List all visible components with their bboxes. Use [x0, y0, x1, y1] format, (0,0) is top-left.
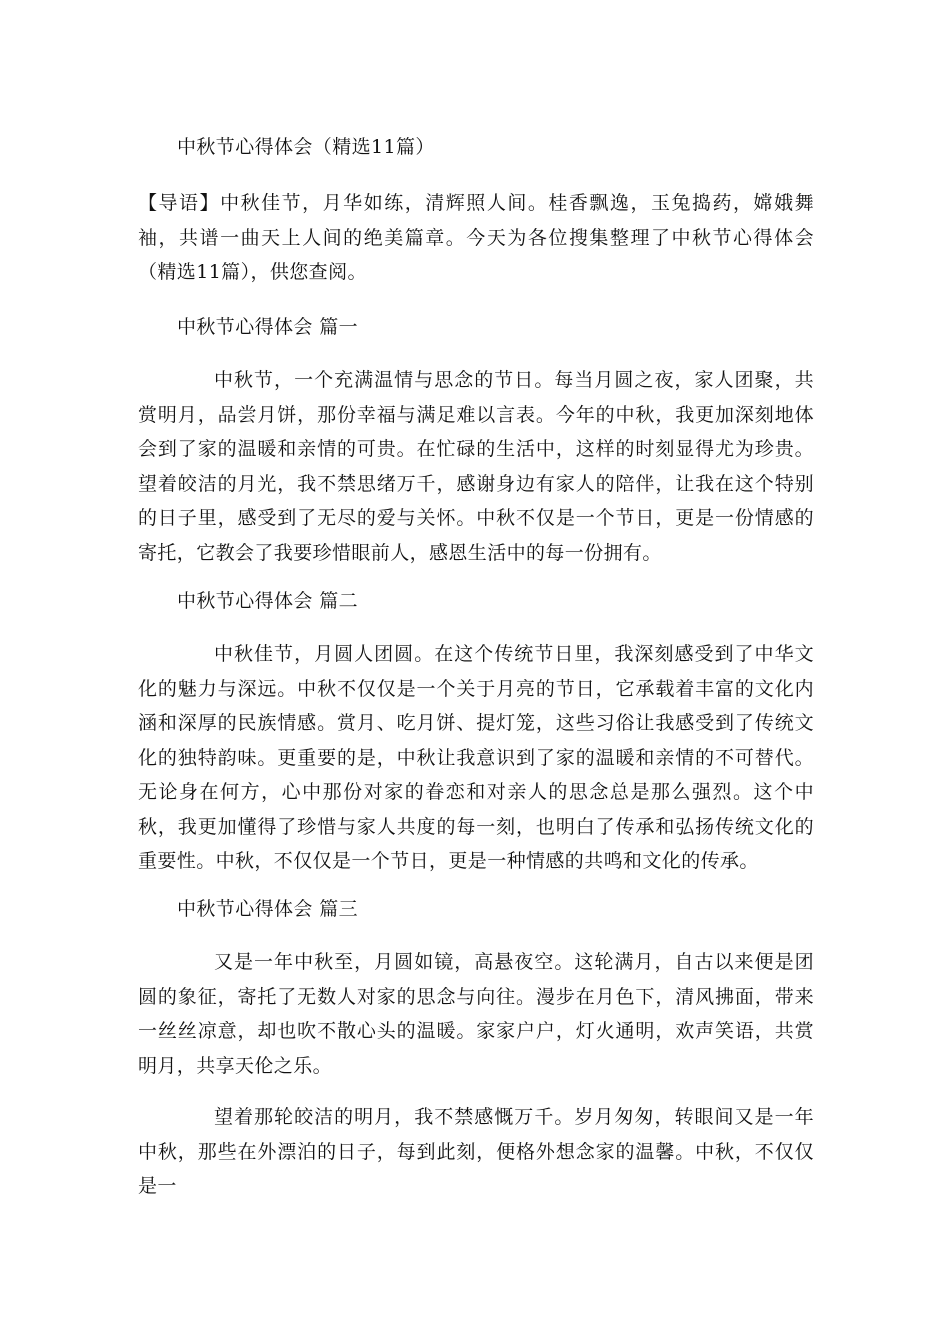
section-2-paragraph-1: 中秋佳节，月圆人团圆。在这个传统节日里，我深刻感受到了中华文化的魅力与深远。中秋不仅仅是一个关于月亮的节日，它承载着丰富的文化内涵和深厚的民族情感。赏月、吃月饼、提灯笼，这些习俗让我感受到了传统文化的独特韵味。更重要的是，中秋让我意识到了家的温暖和亲情的不可替代。无论身在何方，心中那份对家的眷恋和对亲人的思念总是那么强烈。这个中秋，我更加懂得了珍惜与家人共度的每一刻，也明白了传承和弘扬传统文化的重要性。中秋，不仅仅是一个节日，更是一种情感的共鸣和文化的传承。: [138, 643, 814, 872]
section-heading-1: 中秋节心得体会 篇一: [177, 316, 359, 338]
section-heading-3: 中秋节心得体会 篇三: [177, 898, 359, 920]
section-heading-2: 中秋节心得体会 篇二: [177, 590, 359, 612]
document-title: 中秋节心得体会（精选11篇）: [177, 136, 435, 158]
intro-paragraph: 【导语】中秋佳节，月华如练，清辉照人间。桂香飘逸，玉兔捣药，嫦娥舞袖，共谱一曲天上人间的绝美篇章。今天为各位搜集整理了中秋节心得体会（精选11篇），供您查阅。: [138, 192, 814, 283]
section-3-paragraph-2: 望着那轮皎洁的明月，我不禁感慨万千。岁月匆匆，转眼间又是一年中秋，那些在外漂泊的日子，每到此刻，便格外想念家的温馨。中秋，不仅仅是一: [138, 1106, 814, 1197]
section-3-paragraph-1: 又是一年中秋至，月圆如镜，高悬夜空。这轮满月，自古以来便是团圆的象征，寄托了无数人对家的思念与向往。漫步在月色下，清风拂面，带来一丝丝凉意，却也吹不散心头的温暖。家家户户，灯火通明，欢声笑语，共赏明月，共享天伦之乐。: [138, 951, 814, 1077]
section-1-paragraph-1: 中秋节，一个充满温情与思念的节日。每当月圆之夜，家人团聚，共赏明月，品尝月饼，那份幸福与满足难以言表。今年的中秋，我更加深刻地体会到了家的温暖和亲情的可贵。在忙碌的生活中，这样的时刻显得尤为珍贵。望着皎洁的月光，我不禁思绪万千，感谢身边有家人的陪伴，让我在这个特别的日子里，感受到了无尽的爱与关怀。中秋不仅是一个节日，更是一份情感的寄托，它教会了我要珍惜眼前人，感恩生活中的每一份拥有。: [138, 369, 814, 564]
